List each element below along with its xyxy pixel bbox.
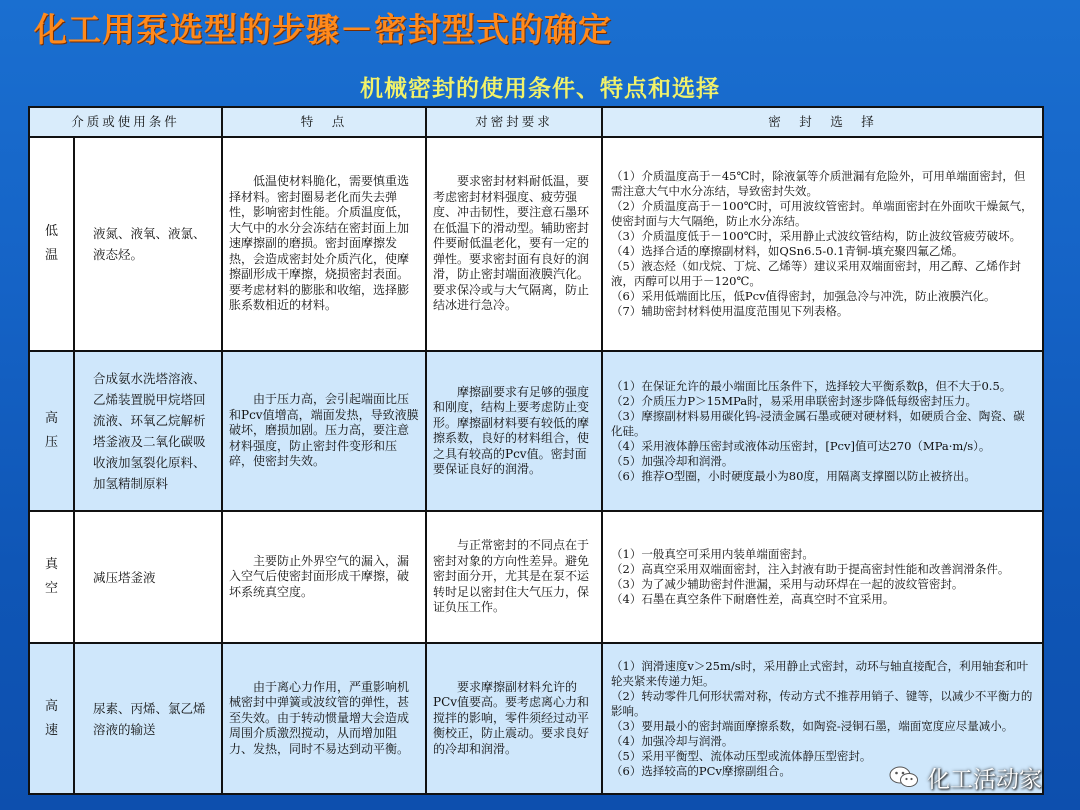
condition-cell: 减压塔釜液 [74,511,222,643]
selection-item: （3）摩擦副材料易用碳化钨-浸渍金属石墨或硬对硬材料，如硬质合金、陶瓷、碳化硅。 [611,408,1025,438]
requirements-cell: 摩擦副要求有足够的强度和刚度，结构上要考虑防止变形。摩擦副材料要有较低的摩擦系数，良好的材料组合，使之具有较高的Pcv值。密封面要保证良好的润滑。 [426,351,602,511]
category-label: 低 温 [44,224,58,263]
selection-item: （1）润滑速度v＞25m/s时，采用静止式密封，动环与轴直接配合，利用轴套和叶轮夹紧来传递力矩。 [611,658,1029,688]
table-row-high-pressure [29,351,1043,511]
features-cell: 由于离心力作用，严重影响机械密封中弹簧或波纹管的弹性，甚至失效。由于转动惯量增大会造成周围介质激烈搅动，从而增加阻力、发热，同时不易达到动平衡。 [222,643,426,794]
selection-item: （4）采用液体静压密封或液体动压密封，[Pcv]值可达270（MPa·m/s）。 [611,438,991,453]
selection-cell [602,137,1043,351]
features-cell: 由于压力高，会引起端面比压和Pcv值增高，端面发热，导致液膜破坏，磨损加剧。压力高，要注意材料强度，防止密封件变形和压碎，使密封失效。 [222,351,426,511]
selection-item: （1）介质温度高于－45℃时，除液氯等介质泄漏有危险外，可用单端面密封，但需注意大气中水分冻结，导致密封失效。 [611,169,1026,198]
selection-item: （5）加强冷却和润滑。 [611,453,734,468]
category-label: 高 速 [44,698,58,738]
requirements-cell: 与正常密封的不同点在于密封对象的方向性差异。避免密封面分开，尤其是在泵不运转时足以密封住大气压力，保证负压工作。 [426,511,602,643]
table-row-low-temp [29,137,1043,351]
selection-item: （5）采用平衡型、流体动压型或流体静压型密封。 [611,748,872,763]
selection-item: （2）介质温度高于－100℃时，可用波纹管密封。单端面密封在外面吹干燥氮气，使密封面与大气隔绝，防止水分冻结。 [611,199,1033,228]
category-cell [29,351,74,511]
header-features: 特 点 [222,107,426,137]
selection-item: （6）推荐O型圈，小时硬度最小为80度，用隔离支撑圈以防止被挤出。 [611,468,976,483]
selection-item: （4）加强冷却与润滑。 [611,733,734,748]
selection-item: （3）为了减少辅助密封件泄漏，采用与动环焊在一起的波纹管密封。 [611,577,964,591]
selection-item: （6）选择较高的PCv摩擦副组合。 [611,763,791,778]
category-cell [29,137,74,351]
selection-item: （4）石墨在真空条件下耐磨性差，高真空时不宜采用。 [611,592,895,606]
wechat-icon [889,765,919,789]
selection-item: （2）转动零件几何形状需对称，传动方式不推荐用销子、键等，以减少不平衡力的影响。 [611,688,1033,718]
category-cell [29,511,74,643]
header-condition: 介质或使用条件 [29,107,222,137]
condition-cell: 尿素、丙烯、氯乙烯溶液的输送 [74,643,222,794]
seal-selection-table-wrap [28,106,1042,789]
table-header-row [29,107,1043,137]
features-cell: 主要防止外界空气的漏入，漏入空气后使密封面形成干摩擦，破坏系统真空度。 [222,511,426,643]
selection-cell [602,511,1043,643]
selection-item: （2）介质压力P＞15MPa时，易采用串联密封逐步降低每级密封压力。 [611,393,978,408]
page-title: 化工用泵选型的步骤－密封型式的确定 [34,10,612,49]
header-requirements: 对密封要求 [426,107,602,137]
selection-item: （5）液态烃（如戊烷、丁烷、乙烯等）建议采用双端面密封，用乙醇、乙烯作封液，丙醇可以用于－120℃。 [611,259,1021,288]
requirements-cell: 要求密封材料耐低温，要考虑密封材料强度、疲劳强度、冲击韧性，要注意石墨环在低温下的滑动型。辅助密封件要耐低温老化，要有一定的弹性。要求密封面有良好的润滑，防止密封端面液膜汽化。要求保冷或与大气隔离，防止结冰进行急冷。 [426,137,602,351]
selection-item: （2）高真空采用双端面密封，注入封液有助于提高密封性能和改善润滑条件。 [611,562,1010,576]
seal-selection-table [28,106,1044,795]
condition-cell: 合成氨水洗塔溶液、乙烯装置脱甲烷塔回流液、环氧乙烷解析塔釜液及二氧化碳吸收液加氢裂化原料、加氢精制原料 [74,351,222,511]
page-subtitle: 机械密封的使用条件、特点和选择 [360,76,720,102]
selection-item: （7）辅助密封材料使用温度范围见下列表格。 [611,304,849,318]
selection-item: （1）一般真空可采用内装单端面密封。 [611,547,814,561]
selection-cell [602,351,1043,511]
selection-item: （3）要用最小的密封端面摩擦系数，如陶瓷-浸铜石墨，端面宽度应尽量减小。 [611,718,1014,733]
requirements-cell: 要求摩擦副材料允许的PCv值要高。要考虑离心力和搅拌的影响，零件须经过动平衡校正，防止震动。要求良好的冷却和润滑。 [426,643,602,794]
header-selection: 密 封 选 择 [602,107,1043,137]
category-label: 高 压 [44,411,58,450]
watermark-text: 化工活动家 [927,766,1042,793]
selection-item: （6）采用低端面比压，低Pcv值得密封，加强急冷与冲洗，防止液膜汽化。 [611,289,996,303]
selection-item: （3）介质温度低于－100℃时，采用静止式波纹管结构，防止波纹管疲劳破坏。 [611,229,1022,243]
selection-item: （1）在保证允许的最小端面比压条件下，选择较大平衡系数β，但不大于0.5。 [611,378,1012,393]
category-cell [29,643,74,794]
account-watermark [889,760,1042,794]
category-label: 真 空 [44,557,58,596]
table-row-vacuum [29,511,1043,643]
selection-item: （4）选择合适的摩擦副材料，如QSn6.5-0.1青铜-填充聚四氟乙烯。 [611,244,964,258]
features-cell: 低温使材料脆化，需要慎重选择材料。密封圈易老化而失去弹性，影响密封性能。介质温度低，大气中的水分会冻结在密封面上加速摩擦副的磨损。密封面摩擦发热，会造成密封处介质汽化，使摩擦副形成干摩擦，烧损密封表面。要考虑材料的膨胀和收缩，选择膨胀系数相近的材料。 [222,137,426,351]
condition-cell: 液氮、液氧、液氯、液态烃。 [74,137,222,351]
